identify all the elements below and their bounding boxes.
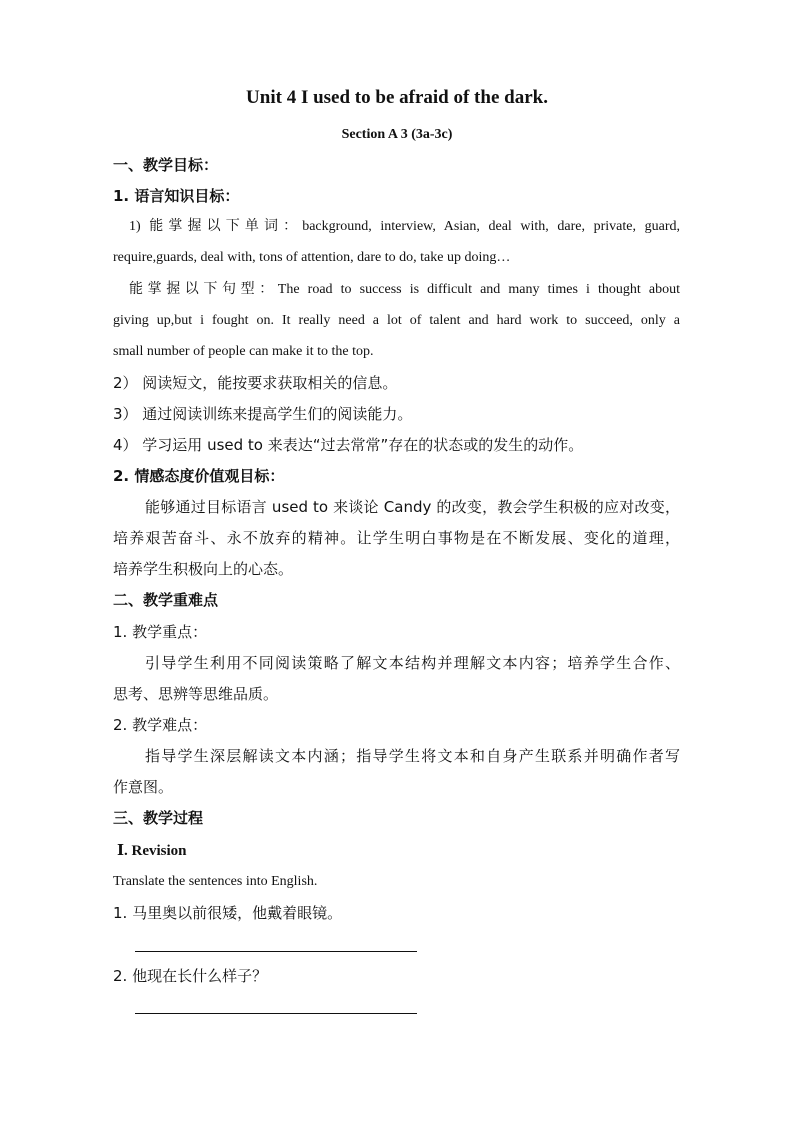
- subheading-attitude: 2. 情感态度价值观目标：: [113, 467, 285, 485]
- revision-instruction: Translate the sentences into English.: [113, 874, 318, 889]
- question-2: 2. 他现在长什么样子？: [113, 967, 268, 985]
- answer-line-1[interactable]: [135, 951, 417, 952]
- section-heading-process: 三、教学过程: [113, 809, 204, 827]
- document-title: Unit 4 I used to be afraid of the dark.: [246, 87, 548, 108]
- subheading-knowledge: 1. 语言知识目标：: [113, 187, 240, 205]
- answer-line-2[interactable]: [135, 1013, 417, 1014]
- question-1: 1. 马里奥以前很矮，他戴着眼镜。: [113, 904, 343, 922]
- section-heading-objectives: 一、教学目标：: [113, 156, 219, 174]
- knowledge-item1-line1: 1) 能掌握以下单词：background, interview, Asian, deal with, dare, private, guard,: [129, 219, 680, 234]
- knowledge-item2: 2） 阅读短文，能按要求获取相关的信息。: [113, 374, 398, 392]
- focus-line1: 引导学生利用不同阅读策略了解文本结构并理解文本内容；培养学生合作、: [145, 654, 680, 672]
- difficulty-heading: 2. 教学难点：: [113, 716, 208, 734]
- difficulty-line2: 作意图。: [113, 778, 174, 796]
- knowledge-item3: 3） 通过阅读训练来提高学生们的阅读能力。: [113, 405, 413, 423]
- revision-heading: Ⅰ. Revision: [117, 843, 187, 859]
- attitude-line3: 培养学生积极向上的心态。: [113, 560, 294, 578]
- knowledge-sentences-line2: giving up,but i fought on. It really need a lot of talent and hard work to succeed, only a: [113, 313, 680, 328]
- focus-line2: 思考、思辨等思维品质。: [113, 685, 279, 703]
- document-subtitle: Section A 3 (3a-3c): [341, 127, 453, 142]
- attitude-line2: 培养艰苦奋斗、永不放弃的精神。让学生明白事物是在不断发展、变化的道理，: [113, 529, 680, 547]
- difficulty-line1: 指导学生深层解读文本内涵；指导学生将文本和自身产生联系并明确作者写: [145, 747, 680, 765]
- focus-heading: 1. 教学重点：: [113, 623, 208, 641]
- section-heading-key-points: 二、教学重难点: [113, 591, 219, 609]
- knowledge-item4: 4） 学习运用 used to 来表达“过去常常”存在的状态或的发生的动作。: [113, 436, 584, 454]
- knowledge-sentences-line3: small number of people can make it to the top.: [113, 344, 374, 359]
- knowledge-sentences-line1: 能掌握以下句型：The road to success is difficult and many times i thought about: [129, 282, 680, 297]
- knowledge-item1-line2: require,guards, deal with, tons of attention, dare to do, take up doing…: [113, 250, 511, 265]
- attitude-line1: 能够通过目标语言 used to 来谈论 Candy 的改变，教会学生积极的应对改变，: [145, 498, 680, 516]
